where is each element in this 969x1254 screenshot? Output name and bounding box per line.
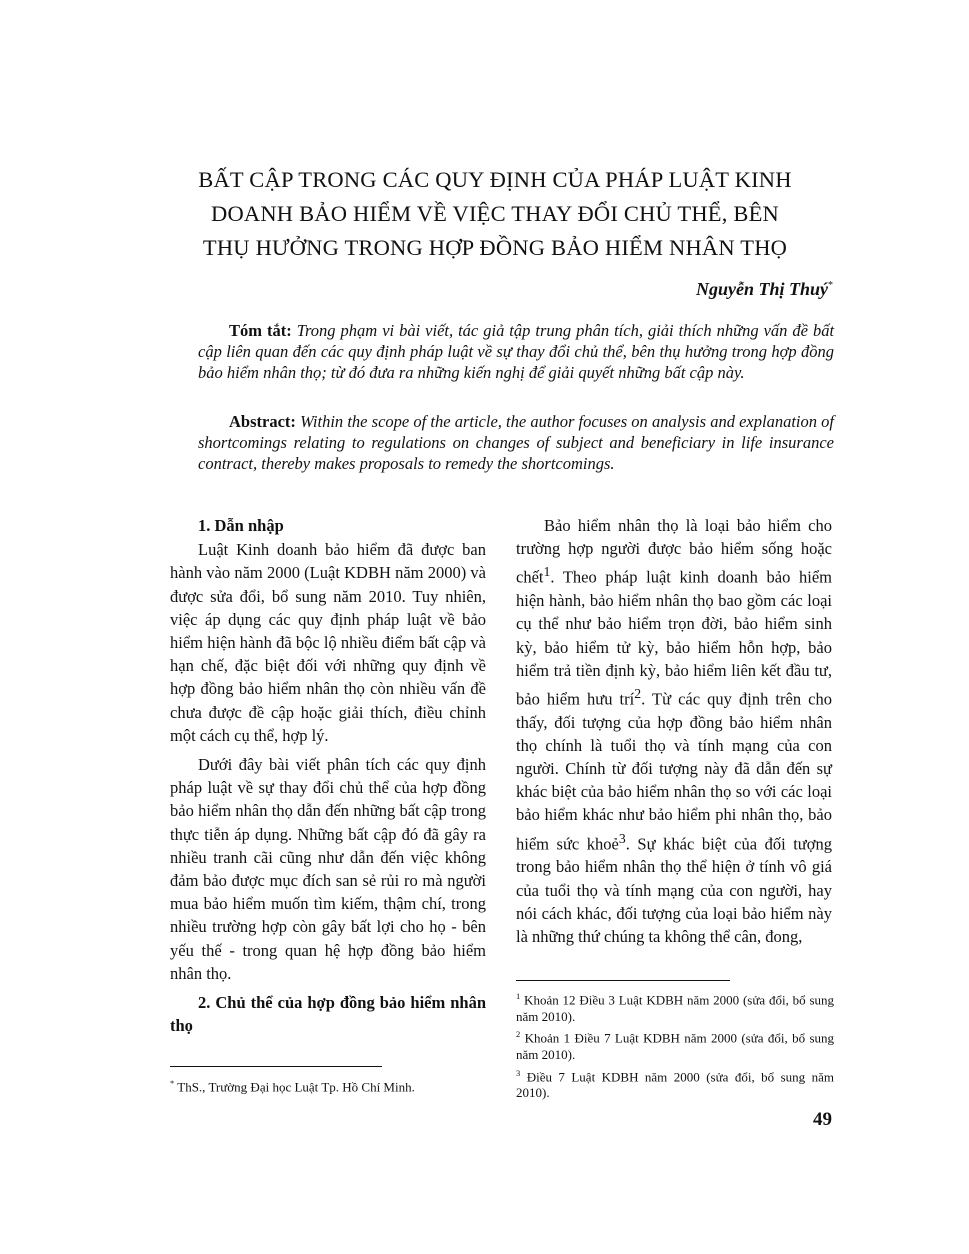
footnote-mark: 2 [516,1029,521,1040]
title-line-1: BẤT CẬP TRONG CÁC QUY ĐỊNH CỦA PHÁP LUẬT KINH [198,167,792,192]
footnote-divider-left [170,1066,382,1067]
para-part-2: . Theo pháp luật kinh doanh bảo hiểm hiện hành, bảo hiểm nhân thọ bao gồm các loại cụ thể như bảo hiểm trọn đời, bảo hiểm sinh kỳ, bảo hiểm tử kỳ, bảo hiểm hỗn hợp, bảo hiểm trả tiền định kỳ, bảo hiểm liên kết đầu tư, bảo hiểm hưu trí [516,567,832,709]
summary-english [198,411,834,474]
summary-vi-label: Tóm tắt: [229,321,292,340]
footnotes-right [516,988,834,1103]
summary-vietnamese [198,320,834,383]
footnote-text: Điều 7 Luật KDBH năm 2000 (sửa đổi, bổ sung năm 2010). [516,1068,834,1101]
footnote-mark: * [170,1078,175,1088]
footnotes-left [170,1075,486,1096]
abstract-text: Within the scope of the article, the author focuses on analysis and explanation of shortcomings relating to regulations on changes of subject and beneficiary in life insurance contract, thereby makes proposals to remedy the shortcomings. [198,412,835,473]
para-part-1: Bảo hiểm nhân thọ là loại bảo hiểm cho trường hợp người được bảo hiểm sống hoặc chết [516,516,832,587]
section-heading-1: 1. Dẫn nhập [198,516,284,535]
para-part-3: . Từ các quy định trên cho thấy, đối tượng của hợp đồng bảo hiểm nhân thọ chính là tuổi thọ và tính mạng của con người. Chính từ đối tượng này đã dẫn đến sự khác biệt của bảo hiểm nhân thọ so với các loại bảo hiểm khác như bảo hiểm phi nhân thọ, bảo hiểm sức khoẻ [516,689,832,854]
section-heading-2: 2. Chủ thể của hợp đồng bảo hiểm nhân thọ [170,993,486,1036]
body-paragraph-right [516,514,832,948]
intro-paragraph-1: Luật Kinh doanh bảo hiểm đã được ban hành vào năm 2000 (Luật KDBH năm 2000) và được sửa đổi, bổ sung năm 2010. Tuy nhiên, việc áp dụng các quy định pháp luật về bảo hiểm hiện hành đã bộc lộ nhiều điểm bất cập và hạn chế, đặc biệt đối với những quy định về hợp đồng bảo hiểm nhân thọ còn nhiều vấn đề chưa được đề cập hoặc giải thích, điều chỉnh một cách cụ thể, hợp lý. [170,540,486,745]
left-column [170,514,486,1038]
article-title [150,163,840,265]
author-name [696,279,833,300]
footnote-ref-3: 3 [618,830,626,846]
footnote-ref-2: 2 [634,685,642,701]
para-part-4: . Sự khác biệt của đối tượng trong bảo hiểm nhân thọ thể hiện ở tính vô giá của tuổi thọ và tính mạng của con người, hay nói cách khác, đối tượng của loại bảo hiểm này là những thứ chúng ta không thể cân, đong, [516,834,832,946]
footnote-ref-1: 1 [543,564,551,580]
title-line-2: DOANH BẢO HIỂM VỀ VIỆC THAY ĐỔI CHỦ THỂ, BÊN [211,201,779,226]
footnote-text: ThS., Trường Đại học Luật Tp. Hồ Chí Minh. [174,1079,415,1095]
footnote-text: Khoản 1 Điều 7 Luật KDBH năm 2000 (sửa đổi, bổ sung năm 2010). [516,1030,834,1063]
footnote-text: Khoản 12 Điều 3 Luật KDBH năm 2000 (sửa đổi, bổ sung năm 2010). [516,992,834,1024]
footnote-mark: 1 [516,991,521,1001]
right-column [516,514,832,954]
footnote-mark: 3 [516,1067,521,1078]
summary-vi-text: Trong phạm vi bài viết, tác giả tập trung phân tích, giải thích những vấn đề bất cập liên quan đến các quy định pháp luật về sự thay đổi chủ thể, bên thụ hưởng trong hợp đồng bảo hiểm nhân thọ; từ đó đưa ra những kiến nghị để giải quyết những bất cập này. [198,321,835,382]
footnote-1 [516,988,834,1025]
footnote-2 [516,1026,834,1063]
footnote-3 [516,1065,834,1102]
footnote-divider-right [516,980,730,981]
author-name-text: Nguyễn Thị Thuý [695,279,828,299]
title-line-3: THỤ HƯỞNG TRONG HỢP ĐỒNG BẢO HIỂM NHÂN THỌ [202,235,788,260]
page-number: 49 [813,1109,832,1130]
author-footnote-mark: * [828,280,833,291]
intro-paragraph-2: Dưới đây bài viết phân tích các quy định pháp luật về sự thay đổi chủ thể của hợp đồng bảo hiểm nhân thọ dẫn đến những bất cập trong thực tiễn áp dụng. Những bất cập đó đã gây ra nhiều tranh cãi cũng như dẫn đến việc không đảm bảo được mục đích san sẻ rủi ro mà người mua bảo hiểm muốn tìm kiếm, thậm chí, trong nhiều trường hợp còn gây bất lợi cho họ - bên yếu thế - trong quan hệ hợp đồng bảo hiểm nhân thọ. [170,755,486,983]
abstract-label: Abstract: [229,412,296,431]
footnote-author [170,1075,486,1096]
